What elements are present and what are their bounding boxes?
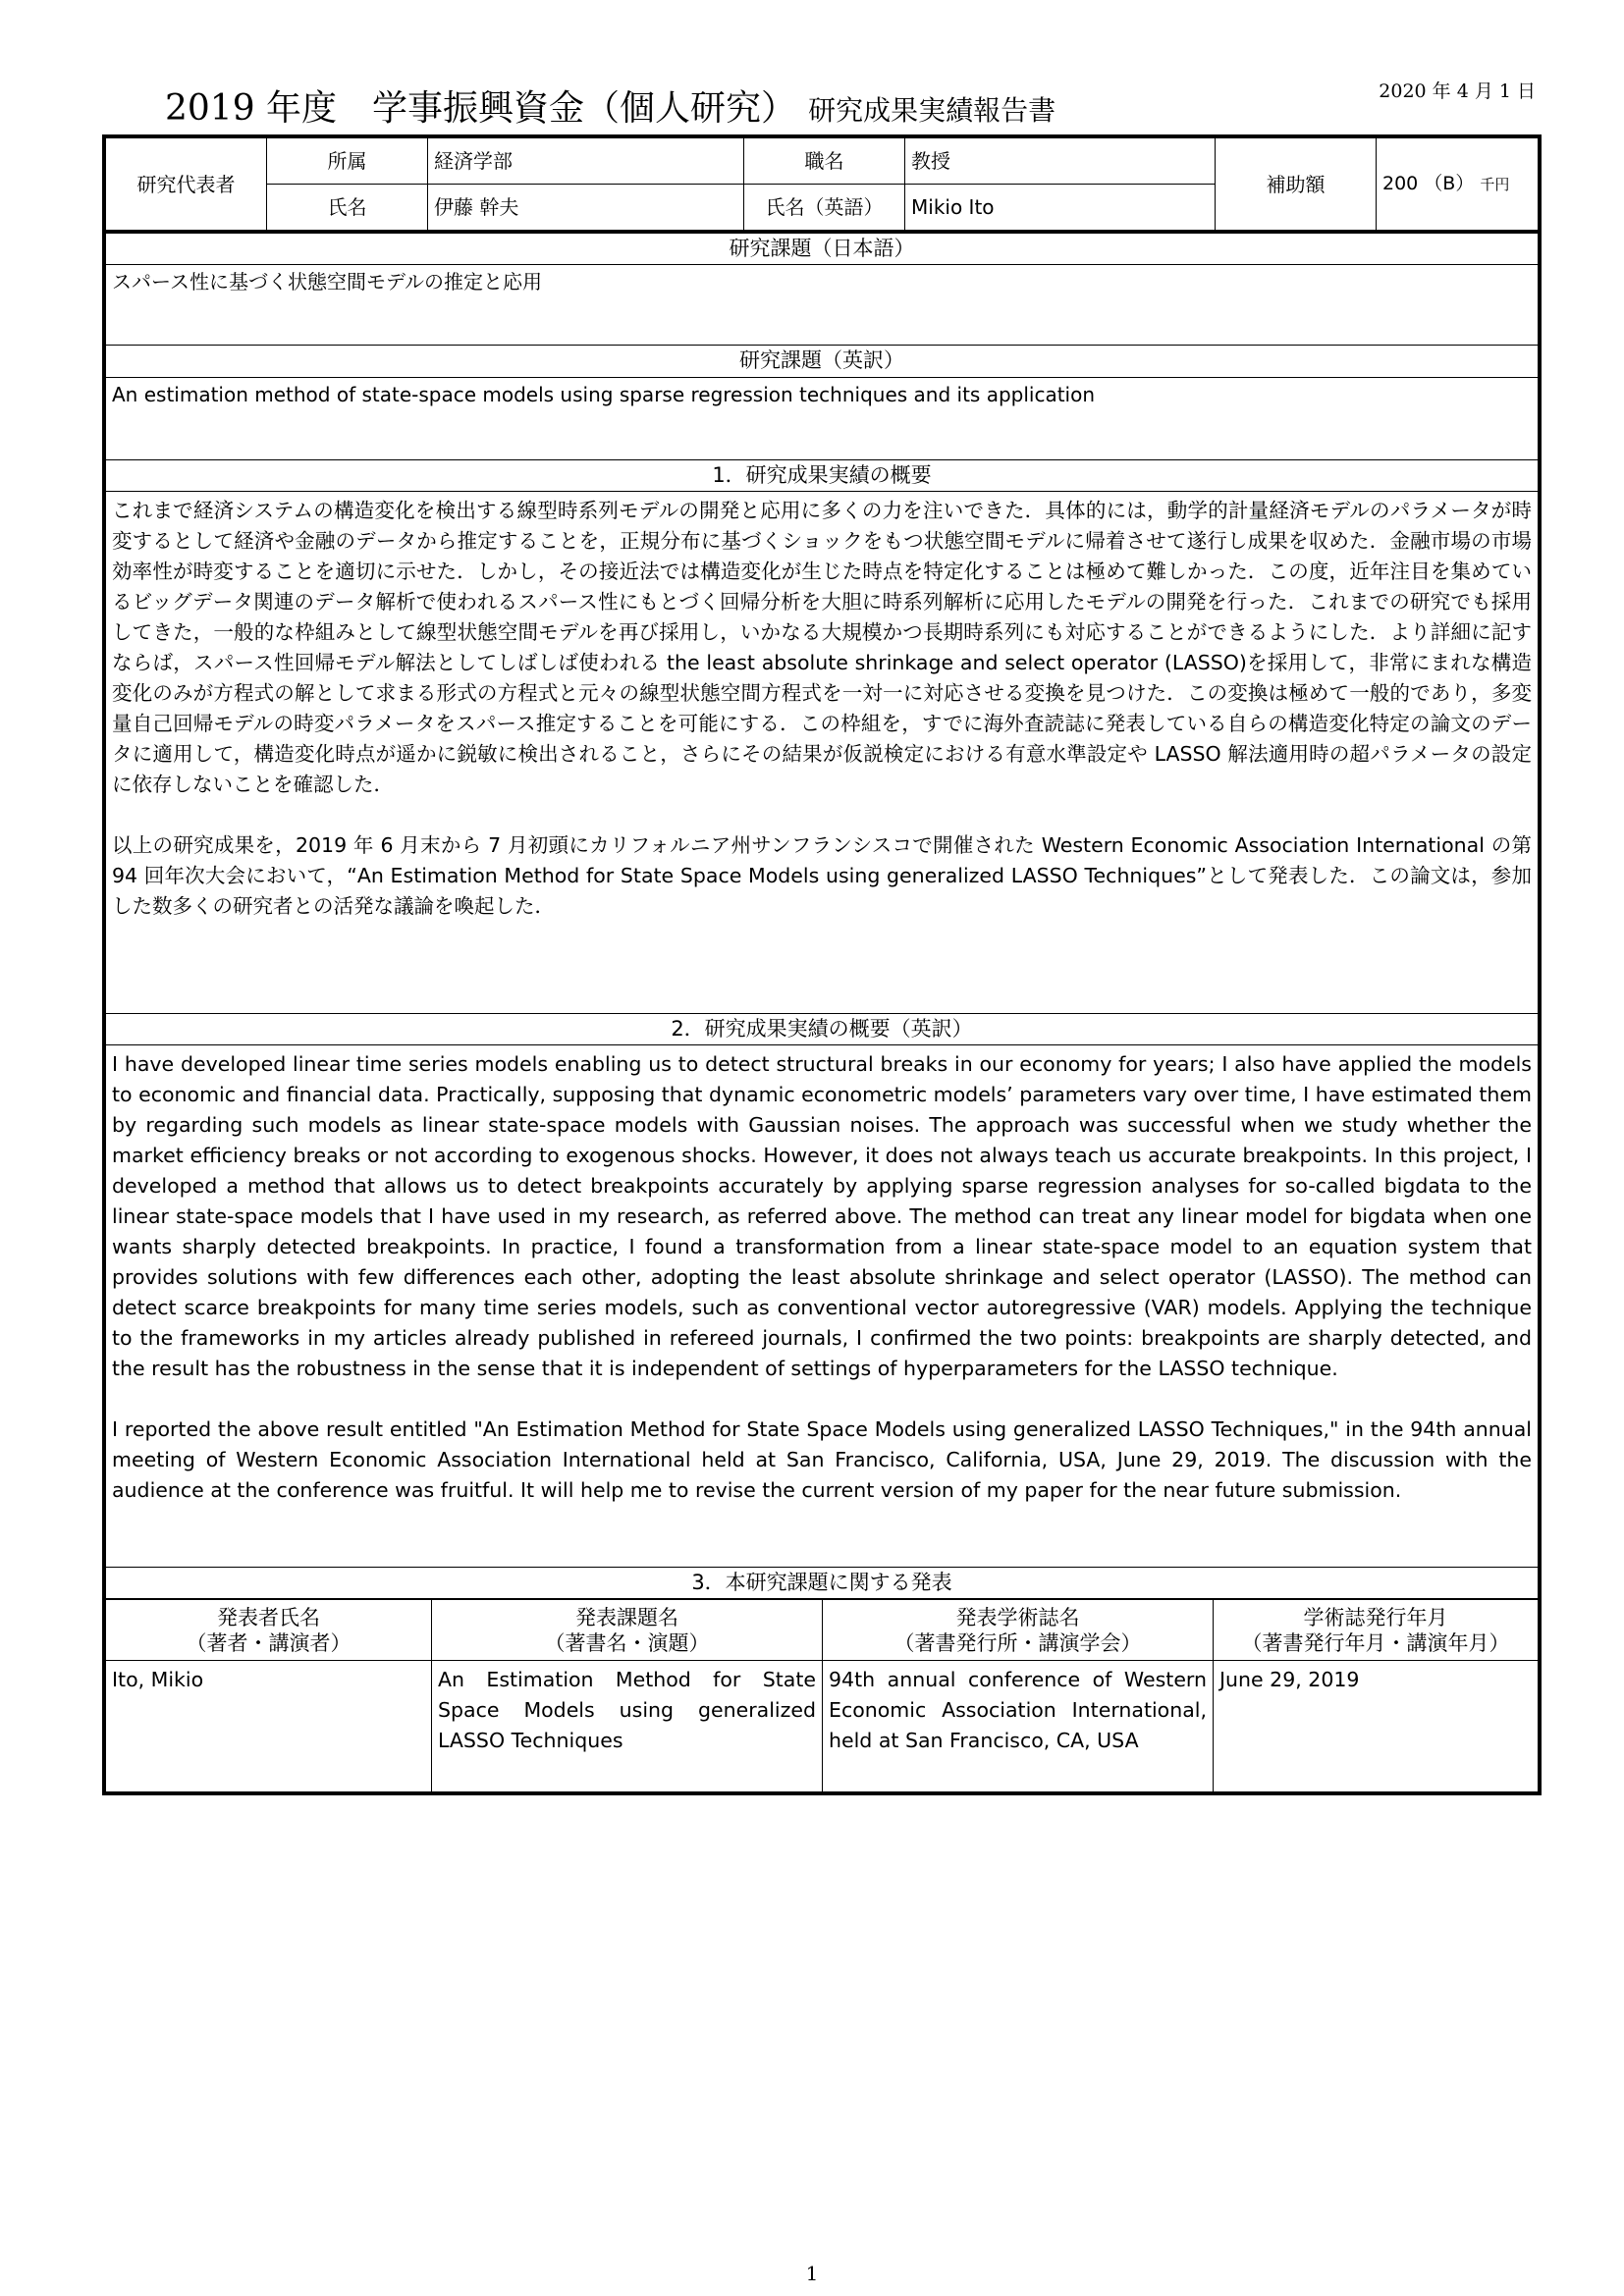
report-title (165, 80, 1056, 130)
pub-venue: 94th annual conference of Western Economic Association International, held at San Francisco, CA, USA (823, 1661, 1214, 1792)
pub-presenter: Ito, Mikio (106, 1661, 432, 1792)
page-number: 1 (805, 2262, 819, 2285)
pub-header-title-line2: （著書名・演題） (544, 1630, 710, 1655)
summary-ja-paragraph-1: これまで経済システムの構造変化を検出する線型時系列モデルの開発と応用に多くの力を注いできた．具体的には，動学的計量経済モデルのパラメータが時変するとして経済や金融のデータから推定することを，正規分布に基づくショックをもつ状態空間モデルに帰着させて遂行し成果を収めた．金融市場の市場効率性が時変することを適切に示せた．しかし，その接近法では構造変化が生じた時点を特定化することは極めて難しかった．この度，近年注目を集めているビッグデータ関連のデータ解析で使われるスパース性にもとづく回帰分析を大胆に時系列解析に応用したモデルの開発を行った．これまでの研究でも採用してきた，一般的な枠組みとして線型状態空間モデルを再び採用し，いかなる大規模かつ長期時系列にも対応することができるようにした．より詳細に記すならば，スパース性回帰モデル解法としてしばしば使われる the least absolute shrinkage and select operator (LASSO)を採用して，非常にまれな構造変化のみが方程式の解として求まる形式の方程式と元々の線型状態空間方程式を一対一に対応させる変換を見つけた．この変換は極めて一般的であり，多変量自己回帰モデルの時変パラメータをスパース推定することを可能にする．この枠組を，すでに海外査読誌に発表している自らの構造変化特定の論文のデータに適用して，構造変化時点が遥かに鋭敏に検出されること，さらにその結果が仮説検定における有意水準設定や LASSO 解法適用時の超パラメータの設定に依存しないことを確認した． (112, 498, 1532, 796)
name-value: 伊藤 幹夫 (428, 185, 744, 231)
representative-label: 研究代表者 (106, 138, 267, 231)
title-en-heading: 研究課題（英訳） (106, 346, 1539, 377)
title-ja-text: スパース性に基づく状態空間モデルの推定と応用 (106, 265, 1539, 346)
name-en-value: Mikio Ito (905, 185, 1216, 231)
name-label: 氏名 (267, 185, 428, 231)
pub-title: An Estimation Method for State Space Models using generalized LASSO Techniques (432, 1661, 823, 1792)
summary-ja-heading: 1．研究成果実績の概要 (106, 459, 1539, 491)
summary-ja-body (106, 491, 1539, 1013)
pub-header-date-line2: （著書発行年月・講演年月） (1241, 1630, 1510, 1655)
pub-header-venue-line1: 発表学術誌名 (955, 1605, 1080, 1629)
info-table (105, 137, 1539, 231)
pub-header-title-line1: 発表課題名 (575, 1605, 678, 1629)
pub-header-date (1214, 1600, 1539, 1661)
publications-table (105, 1599, 1539, 1792)
summary-en-heading: 2．研究成果実績の概要（英訳） (106, 1013, 1539, 1044)
summary-en-paragraph-2: I reported the above result entitled "An Estimation Method for State Space Models using generalized LASSO Techniques," in the 94th annual meeting of Western Economic Association International held at San Francisco, California, USA, June 29, 2019. The discussion with the audience at the conference was fruitful. It will help me to revise the current version of my paper for the near future submission. (112, 1417, 1532, 1503)
report-date: 2020 年 4 月 1 日 (1379, 80, 1536, 102)
affiliation-value: 経済学部 (428, 138, 744, 185)
pub-header-venue-line2: （著書発行所・講演学会） (893, 1630, 1142, 1655)
publications-heading: 3．本研究課題に関する発表 (106, 1568, 1539, 1599)
pub-date: June 29, 2019 (1214, 1661, 1539, 1792)
content-table (105, 231, 1539, 1599)
title-en-text: An estimation method of state-space models using sparse regression techniques and its application (106, 377, 1539, 459)
affiliation-label: 所属 (267, 138, 428, 185)
name-en-label: 氏名（英語） (744, 185, 905, 231)
title-ja-heading: 研究課題（日本語） (106, 233, 1539, 265)
position-value: 教授 (905, 138, 1216, 185)
grant-amount: 200 （B） (1382, 173, 1475, 195)
pub-header-presenter-line2: （著者・講演者） (186, 1630, 352, 1655)
report-title-main: 2019 年度 学事振興資金（個人研究） (165, 88, 797, 129)
position-label: 職名 (744, 138, 905, 185)
report-form (102, 134, 1542, 1795)
summary-en-paragraph-1: I have developed linear time series models enabling us to detect structural breaks in our economy for years; I also have applied the models to economic and financial data. Practically, supposing that dynamic econometric models’ parameters vary over time, I have estimated them by regarding such models as linear state-space models with Gaussian noises. The approach was successful when we study whether the market efficiency breaks or not according to exogenous shocks. However, it does not always teach us accurate breakpoints. In this project, I developed a method that allows us to detect breakpoints accurately by applying sparse regression analyses for so-called bigdata to the linear state-space models that I have used in my research, as referred above. The method can treat any linear model for bigdata when one wants sharply detected breakpoints. In practice, I found a transformation from a linear state-space model to an equation system that provides solutions with few differences each other, adopting the least absolute shrinkage and select operator (LASSO). The method can detect scarce breakpoints for many time series models, such as conventional vector autoregressive (VAR) models. Applying the technique to the frameworks in my articles already published in refereed journals, I confirmed the two points: breakpoints are sharply detected, and the result has the robustness in the sense that it is independent of settings of hyperparameters for the LASSO technique. (112, 1052, 1532, 1381)
grant-value (1377, 138, 1539, 231)
report-title-sub: 研究成果実績報告書 (808, 94, 1056, 127)
pub-header-date-line1: 学術誌発行年月 (1303, 1605, 1448, 1629)
grant-unit: 千円 (1480, 176, 1510, 194)
summary-ja-paragraph-2: 以上の研究成果を，2019 年 6 月末から 7 月初頭にカリフォルニア州サンフランシスコで開催された Western Economic Association International の第 94 回年次大会において，“An Estimation Method for State Space Models using generalized LASSO Techniques”として発表した．この論文は，参加した数多くの研究者との活発な議論を喚起した． (112, 832, 1532, 918)
pub-header-venue (823, 1600, 1214, 1661)
summary-en-body (106, 1045, 1539, 1568)
pub-header-title (432, 1600, 823, 1661)
table-row (106, 1661, 1539, 1792)
grant-label: 補助額 (1216, 138, 1377, 231)
pub-header-presenter-line1: 発表者氏名 (217, 1605, 320, 1629)
pub-header-presenter (106, 1600, 432, 1661)
